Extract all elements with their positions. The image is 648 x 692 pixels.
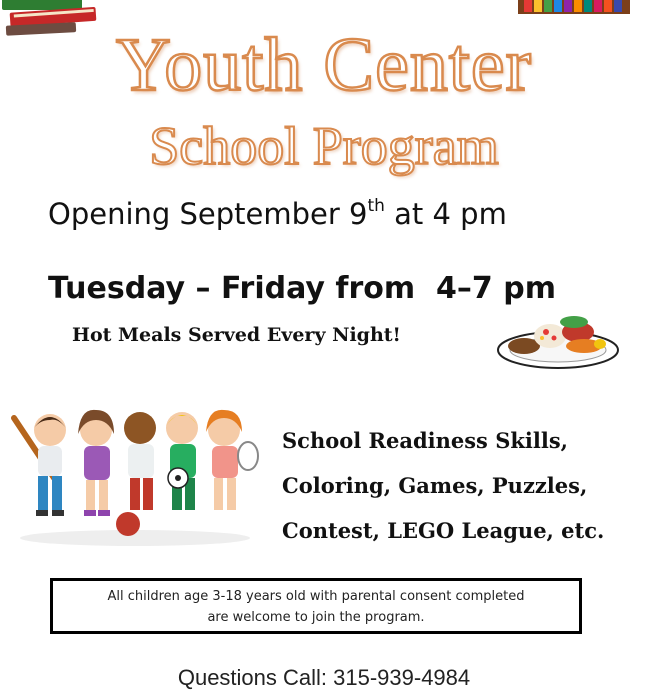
activity-line: Coloring, Games, Puzzles, bbox=[282, 473, 588, 498]
schedule-hours: Tuesday – Friday from 4–7 pm bbox=[48, 271, 556, 306]
flyer-title: Youth Center bbox=[116, 23, 532, 107]
dinner-plate-icon bbox=[496, 308, 620, 370]
opening-suffix: at 4 pm bbox=[384, 197, 507, 231]
activities-list bbox=[282, 418, 604, 553]
crayons-icon bbox=[518, 0, 630, 16]
opening-date bbox=[48, 194, 507, 234]
eligibility-notice bbox=[50, 578, 582, 634]
meals-note: Hot Meals Served Every Night! bbox=[72, 324, 401, 346]
activity-line: Contest, LEGO League, etc. bbox=[282, 518, 605, 543]
activity-line: School Readiness Skills, bbox=[282, 428, 568, 453]
contact-phone: Questions Call: 315-939-4984 bbox=[177, 665, 471, 690]
notice-line-1: All children age 3-18 years old with parental consent completed bbox=[107, 589, 525, 604]
flyer-subtitle: School Program bbox=[149, 116, 499, 176]
notice-line-2: are welcome to join the program. bbox=[207, 610, 425, 625]
children-illustration bbox=[10, 398, 260, 548]
opening-ordinal: th bbox=[367, 196, 385, 216]
opening-prefix: Opening September 9 bbox=[48, 197, 368, 231]
